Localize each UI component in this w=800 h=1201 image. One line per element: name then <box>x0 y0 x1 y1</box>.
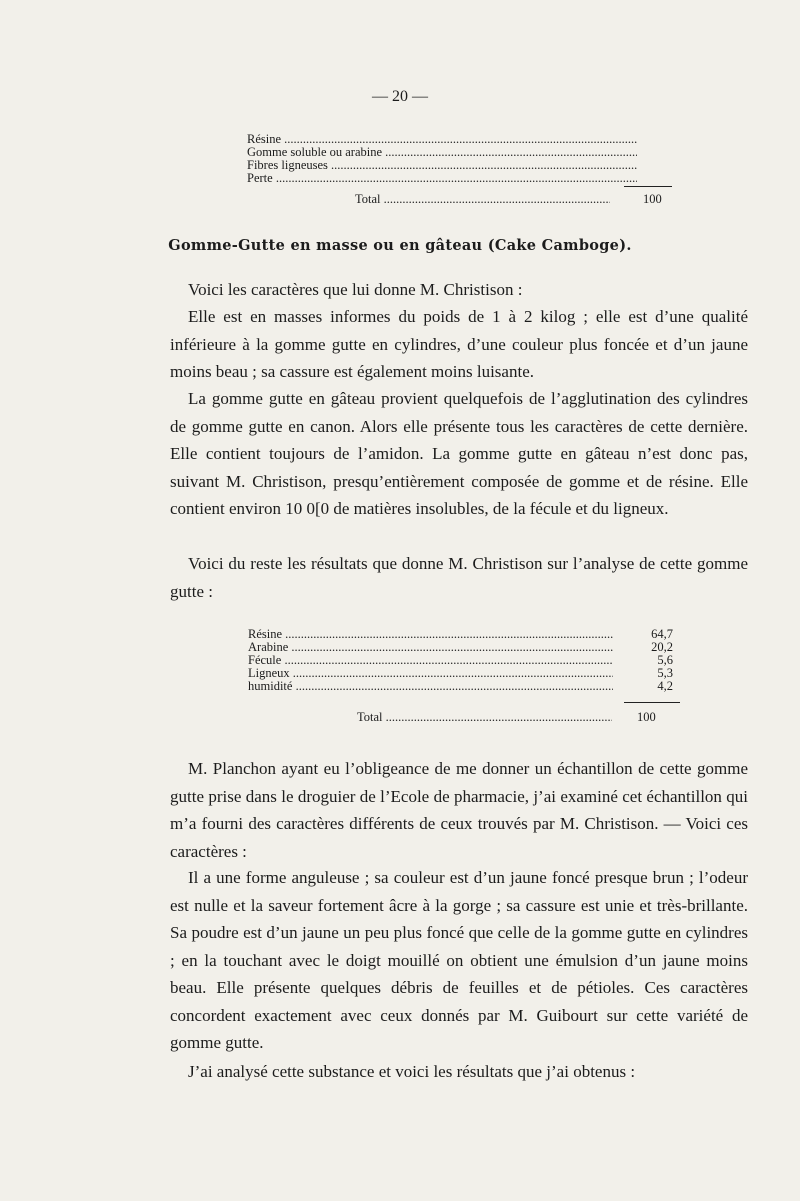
table-row <box>248 667 678 680</box>
table-row <box>248 654 678 667</box>
row-label: Perte ..... <box>247 172 637 185</box>
paragraph: Il a une forme anguleuse ; sa couleur est d’un jaune foncé presque brun ; l’odeur est nulle et la saveur fortement âcre à la gorge ; sa cassure est unie et très-brillante. Sa poudre est d’un jaune un peu plus foncé que celle de la gomme gutte en cylindres ; en la touchant avec le doigt mouillé on obtient une émulsion d’un jaune moins beau. Elle présente quelques débris de feuilles et de pétioles. Ces caractères concordent exactement avec ceux donnés par M. Guibourt sur cette variété de gomme gutte. <box>170 868 748 1052</box>
row-value: 5,6 <box>657 653 673 667</box>
paragraph: Voici les caractères que lui donne M. Christison : <box>188 280 523 299</box>
row-label: Résine ..... <box>248 628 613 641</box>
table-row <box>248 628 678 641</box>
total-label: Total ..... <box>357 710 612 725</box>
row-value: 20,2 <box>651 640 673 654</box>
paragraph: Elle est en masses informes du poids de 1 à 2 kilog ; elle est d’une qualité inférieure à la gomme gutte en cylindres, d’une couleur plus foncée et d’un jaune moins beau ; sa cassure est également moins luisante. <box>170 307 748 381</box>
row-label: Gomme soluble ou arabine ..... <box>247 146 637 159</box>
paragraph: La gomme gutte en gâteau provient quelquefois de l’agglutination des cylindres de gomme gutte en canon. Alors elle présente tous les caractères de cette dernière. Elle contient toujours de l’amidon. La gomme gutte en gâteau n’est donc pas, suivant M. Christison, presqu’entièrement composée de gomme et de résine. Elle contient environ 10 0[0 de matières insolubles, de la fécule et du ligneux. <box>170 389 748 518</box>
table-row <box>248 641 678 654</box>
row-label: Arabine ..... <box>248 641 613 654</box>
composition-table-2 <box>248 628 678 693</box>
page-number: — 20 — <box>372 88 428 105</box>
row-label: humidité ..... <box>248 680 613 693</box>
table-row <box>247 172 727 185</box>
total-label: Total ..... <box>355 192 610 207</box>
sum-rule <box>624 702 680 703</box>
composition-table-1 <box>247 133 727 185</box>
section-title: Gomme-Gutte en masse ou en gâteau (Cake Camboge). <box>168 237 632 254</box>
row-label: Résine ..... <box>247 133 637 146</box>
row-label: Ligneux ..... <box>248 667 613 680</box>
row-value: 64,7 <box>651 627 673 641</box>
paragraph: Voici du reste les résultats que donne M. Christison sur l’analyse de cette gomme gutte : <box>170 554 748 601</box>
total-value: 100 <box>637 710 656 724</box>
sum-rule <box>624 186 672 187</box>
row-value: 4,2 <box>657 679 673 693</box>
row-value: 5,3 <box>657 666 673 680</box>
table-row <box>247 159 727 172</box>
table-row <box>247 133 727 146</box>
table-row <box>248 680 678 693</box>
row-label: Fécule ..... <box>248 654 613 667</box>
table-row <box>247 146 727 159</box>
total-value: 100 <box>643 192 662 206</box>
paragraph: M. Planchon ayant eu l’obligeance de me donner un échantillon de cette gomme gutte prise dans le droguier de l’Ecole de pharmacie, j’ai examiné cet échantillon qui m’a fourni des caractères différents de ceux trouvés par M. Christison. — Voici ces caractères : <box>170 759 748 861</box>
paragraph: J’ai analysé cette substance et voici les résultats que j’ai obtenus : <box>188 1062 636 1081</box>
row-label: Fibres ligneuses ..... <box>247 159 637 172</box>
